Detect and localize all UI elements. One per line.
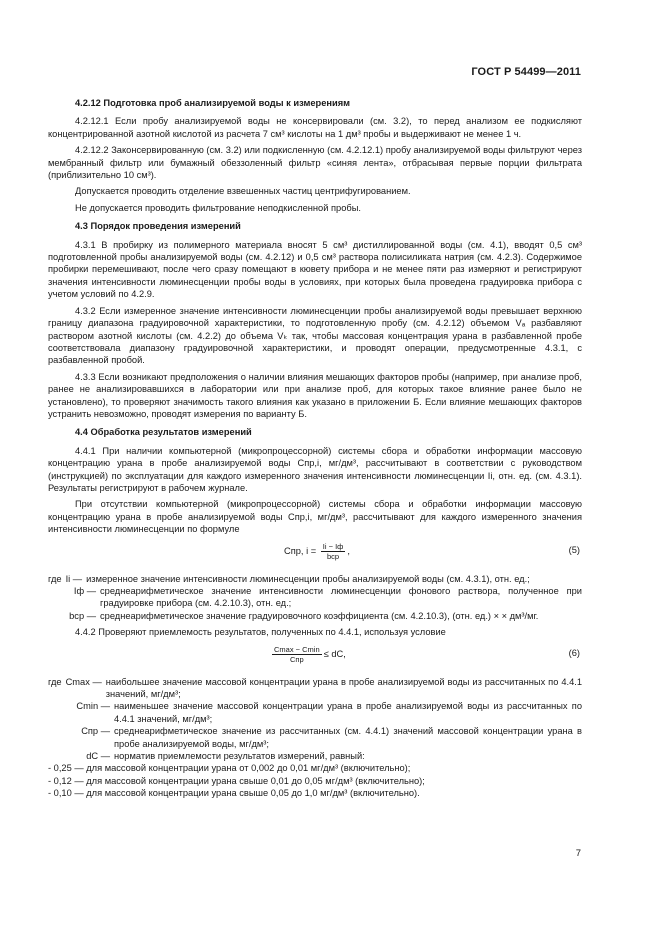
page-number: 7 [575, 848, 581, 859]
definition-symbol: Cпр — [81, 726, 110, 737]
section-heading-4-2-12: 4.2.12 Подготовка проб анализируемой воды к измерениям [75, 98, 351, 108]
where-label: где [48, 573, 62, 584]
formula-5-lhs: Cпр, i = [284, 545, 317, 556]
definition-text: наименьшее значение массовой концентрации урана в пробе анализируемой воды из рассчитанных по 4.4.1 значений, мг/дм³; [114, 701, 582, 724]
definition-Cpr [48, 725, 582, 750]
formula-6-numerator: Cmax − Cmin [274, 644, 320, 654]
formula-6 [48, 643, 582, 673]
where-label: где [48, 676, 62, 687]
definition-symbol: Ii — [65, 573, 83, 584]
definition-If [48, 585, 582, 610]
list-item: - 0,10 — для массовой концентрации урана свыше 0,05 до 1,0 мг/дм³ (включительно). [48, 788, 420, 799]
formula-6-fraction [272, 645, 322, 664]
definition-symbol: Cmax — [65, 676, 102, 687]
paragraph-4-3-1: 4.3.1 В пробирку из полимерного материала вносят 5 см³ дистиллированной воды (см. 4.1), вводят 0,5 см³ подготовленной пробы анализируемой воды (см. 4.2.12) и 0,5 см³ раствора полисиликата натрия (см. 4.2.3). Содержимое пробирки перемешивают, после чего сразу помещают в кювету прибора и не менее пяти раз измеряют и регистрируют значения интенсивности люминесценции пробы воды в условиях, при которых была проведена градуировка прибора с учетом условий по 4.2.9. [48, 239, 582, 300]
definition-Ii [48, 573, 582, 585]
formula-5-fraction [321, 542, 346, 561]
formula-6-tail: ≤ dC, [323, 648, 346, 659]
definition-text: наибольшее значение массовой концентрации урана в пробе анализируемой воды из рассчитанных по 4.4.1 значений, мг/дм³; [105, 676, 582, 700]
document-body [48, 95, 582, 800]
definition-symbol: dC — [86, 751, 110, 762]
formula-5-tail: , [347, 545, 350, 556]
definition-symbol: bср — [69, 610, 96, 621]
formula-5-body [284, 542, 350, 561]
paragraph-4-3-2: 4.3.2 Если измеренное значение интенсивности люминесценции пробы анализируемой воды превышает верхнюю границу диапазона градуировочной характеристики, то подготовленную пробу (см. 4.2.12) объемом Vₐ разбавляют раствором азотной кислоты (см. 4.2.2) до объема Vₖ так, чтобы массовая концентрация урана в разбавленной пробе соответствовала диапазону градуировочной характеристики, и проводят операции, предусмотренные 4.3.1, с разбавленной пробой. [48, 305, 582, 366]
definition-Cmin [48, 700, 582, 725]
definition-symbol: Iф — [73, 586, 96, 596]
definition-Cmax [48, 676, 582, 701]
paragraph-4-3-3: 4.3.3 Если возникают предположения о наличии влияния мешающих факторов пробы (например, при анализе проб, ранее не анализировавшихся в лаборатории или при анализе проб, для которых такое влияние ранее было не установлено), то проверяют значимость такого влияния как указано в приложении Б. Если влияние мешающих факторов устранить невозможно, проводят измерения по варианту Б. [48, 371, 582, 419]
paragraph-4-4-2: 4.4.2 Проверяют приемлемость результатов, полученных по 4.4.1, используя условие [75, 627, 446, 638]
formula-5-numerator: Ii − Iф [322, 541, 344, 551]
definition-bcp [48, 610, 582, 622]
list-item: - 0,25 — для массовой концентрации урана от 0,002 до 0,01 мг/дм³ (включительно); [48, 763, 411, 774]
paragraph-4-4-1: 4.4.1 При наличии компьютерной (микропроцессорной) системы сбора и обработки информации массовую концентрацию урана в пробе анализируемой воды Cпр,i, мг/дм³, рассчитывают в соответствии с руководством (инструкцией) по эксплуатации для каждого измеренного значения интенсивности люминесценции Ii, отн. ед. (см. 4.3.1). Результаты регистрируют в рабочем журнале. [48, 445, 582, 493]
definition-text: норматив приемлемости результатов измерений, равный: [114, 751, 365, 762]
definition-symbol: Cmin — [76, 701, 110, 712]
paragraph-no-filtering: Не допускается проводить фильтрование неподкисленной пробы. [75, 202, 361, 213]
formula-6-body [270, 645, 346, 664]
section-heading-4-3: 4.3 Порядок проведения измерений [75, 221, 241, 232]
formula-5 [48, 540, 582, 570]
list-item: - 0,12 — для массовой концентрации урана свыше 0,01 до 0,05 мг/дм³ (включительно); [48, 775, 425, 786]
paragraph-4-2-12-1: 4.2.12.1 Если пробу анализируемой воды не консервировали (см. 3.2), то перед анализом ее подкисляют концентрированной азотной кислотой из расчета 7 см³ кислоты на 1 дм³ пробы и выдерживают не менее 1 ч. [48, 116, 582, 139]
formula-5-number: (5) [568, 544, 580, 555]
paragraph-centrifuge: Допускается проводить отделение взвешенных частиц центрифугированием. [75, 186, 411, 197]
definition-dC [48, 750, 582, 762]
standard-code: ГОСТ Р 54499—2011 [471, 66, 581, 78]
paragraph-formula-intro: При отсутствии компьютерной (микропроцессорной) системы сбора и обработки информации массовую концентрацию урана в пробе анализируемой воды Cпр,i, мг/дм³, рассчитывают для каждого измеренного значения интенсивности люминесценции по формуле [48, 499, 582, 535]
section-heading-4-4: 4.4 Обработка результатов измерений [75, 427, 252, 438]
definition-text: измеренное значение интенсивности люминесценции пробы анализируемой воды (см. 4.3.1), отн. ед.; [86, 573, 530, 584]
paragraph-4-2-12-2: 4.2.12.2 Законсервированную (см. 3.2) или подкисленную (см. 4.2.12.1) пробу анализируемой воды фильтруют через мембранный фильтр или бумажный обеззоленный фильтр «синяя лента», отбрасывая первые порции фильтрата (приблизительно 10 см³). [48, 145, 582, 181]
definition-text: среднеарифметическое значение интенсивности люминесценции фонового раствора, полученное при градуировке прибора (см. 4.2.10.3), отн. ед.; [100, 586, 582, 609]
definition-text: среднеарифметическое значение из рассчитанных (см. 4.4.1) значений массовой концентрации урана в пробе анализируемой воды, мг/дм³; [114, 726, 582, 749]
acceptance-norm-list [48, 762, 582, 799]
definition-text: среднеарифметическое значение градуировочного коэффициента (см. 4.2.10.3), (отн. ед.) × × дм³/мг. [100, 610, 539, 621]
formula-5-denominator: bср [327, 551, 340, 561]
formula-6-denominator: Cпр [289, 654, 304, 664]
formula-6-number: (6) [568, 647, 580, 658]
